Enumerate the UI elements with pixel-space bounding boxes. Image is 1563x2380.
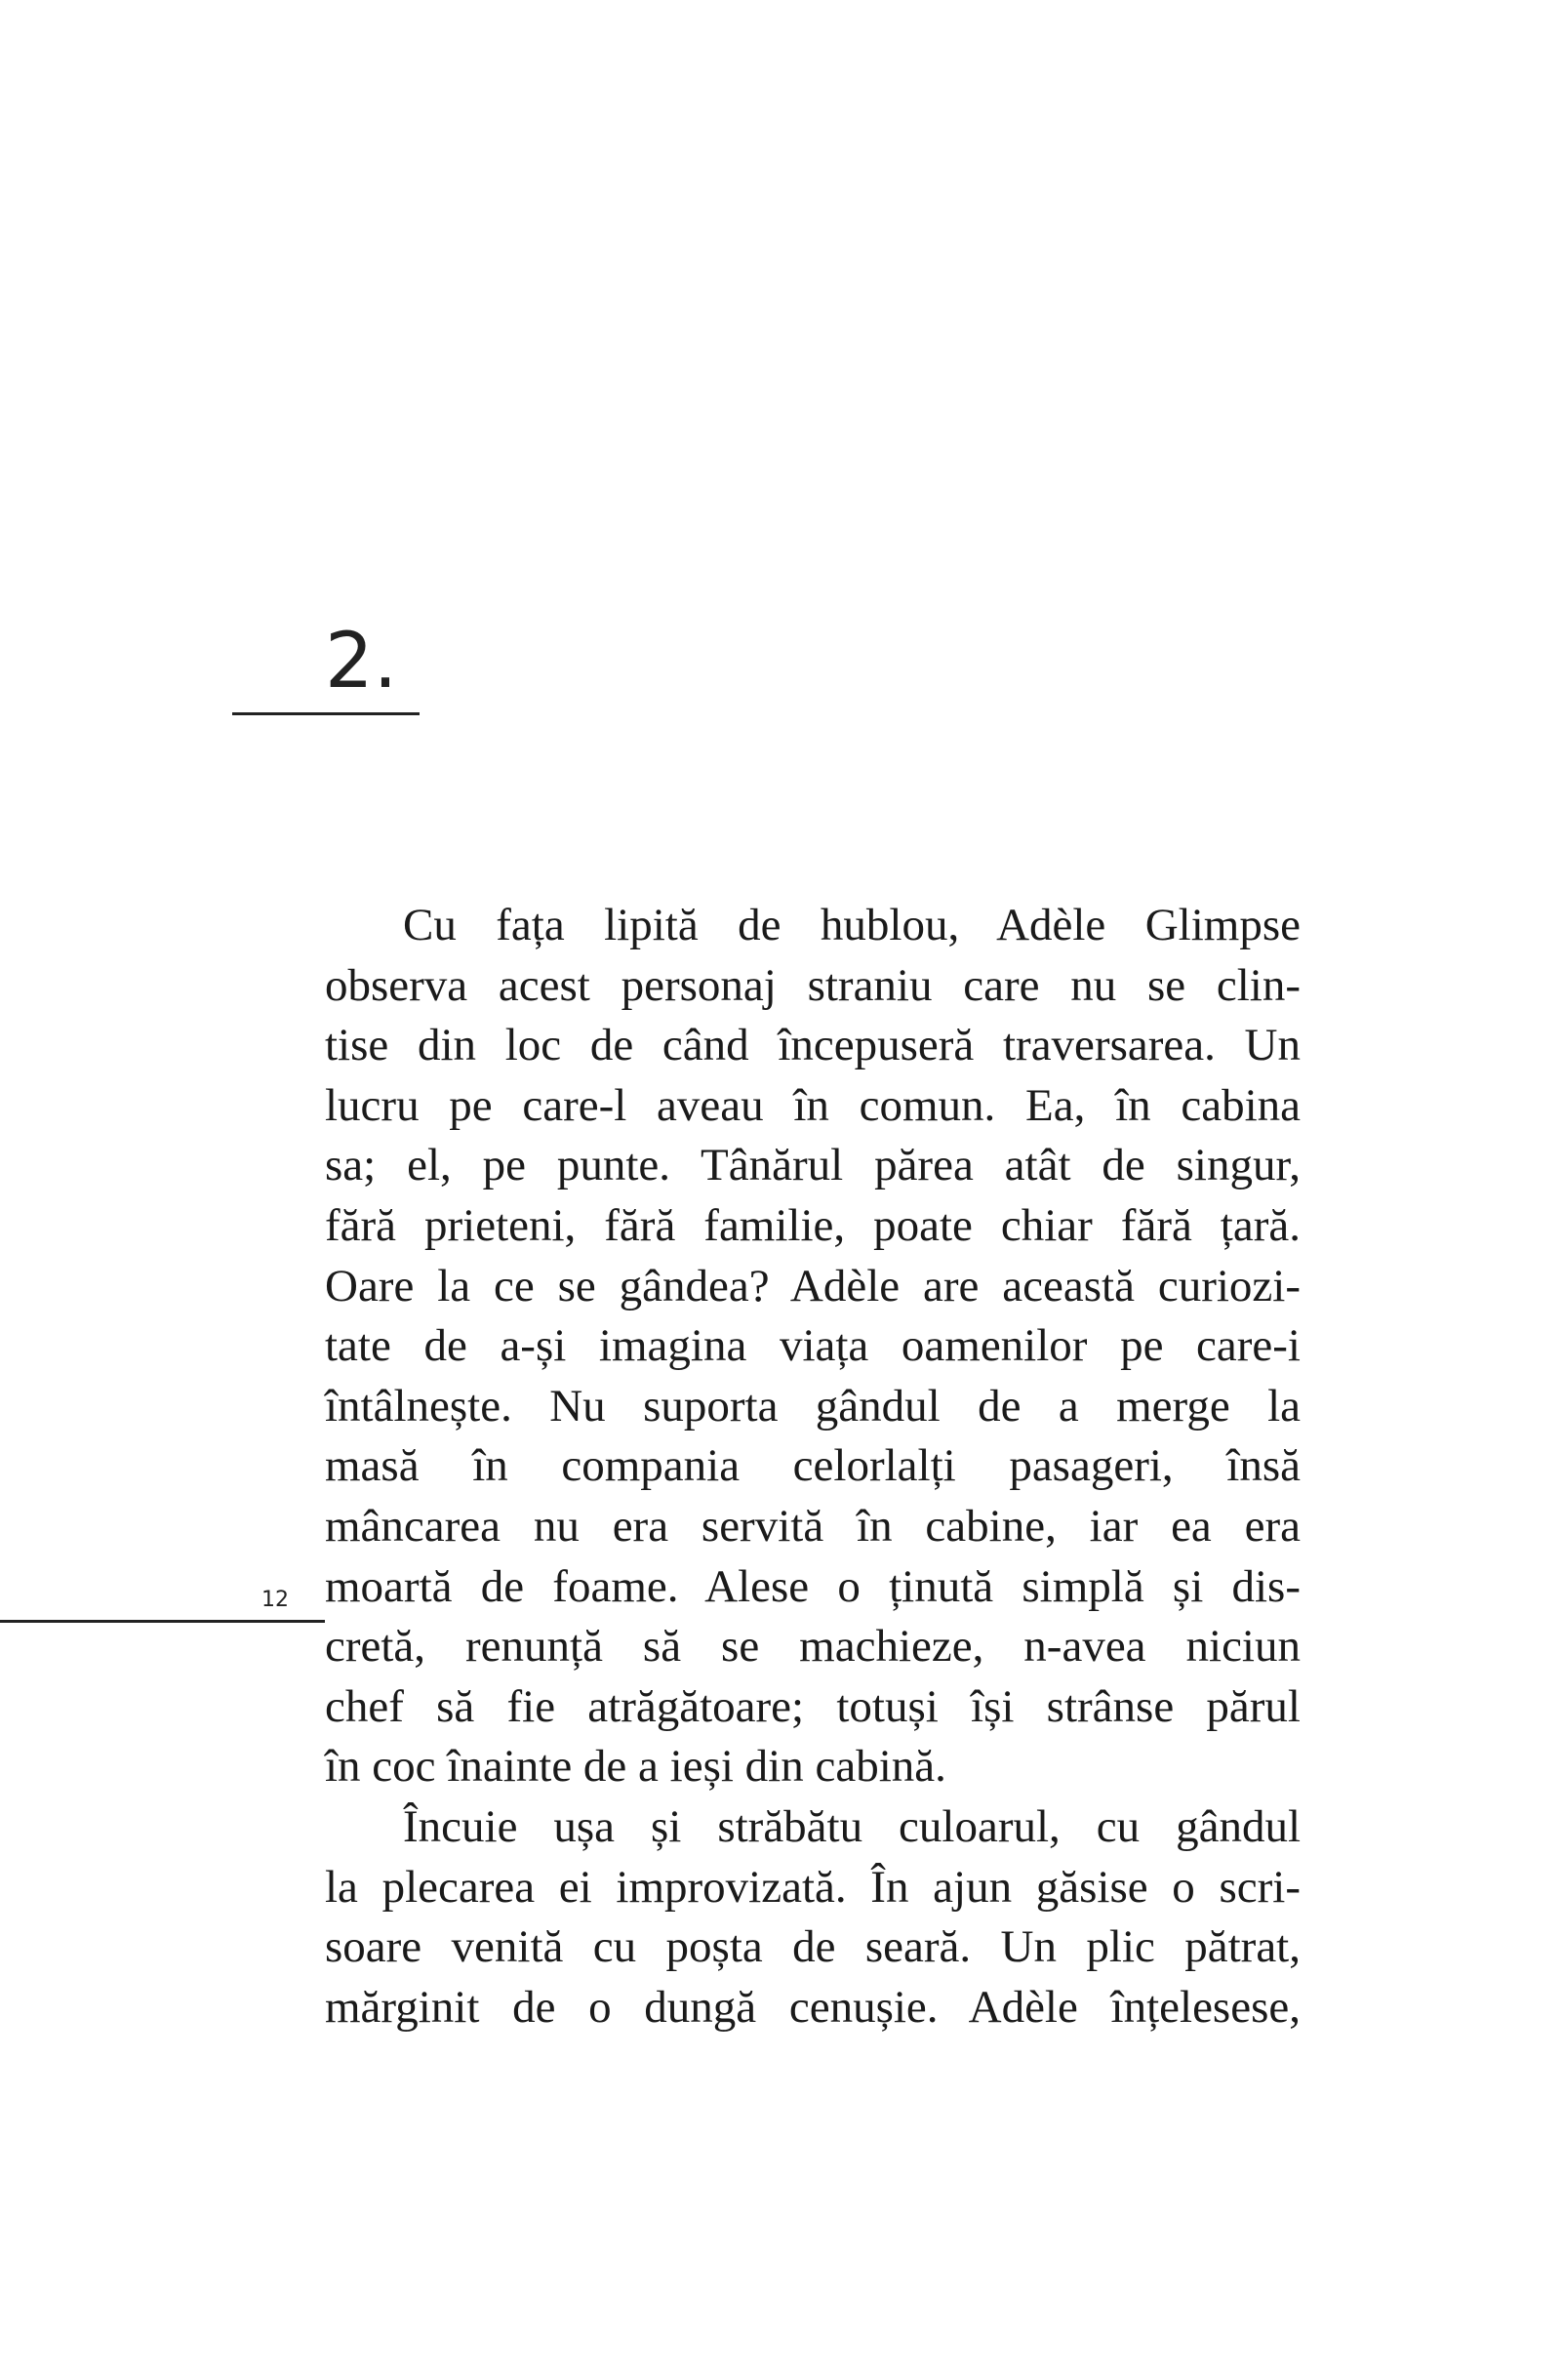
text-line: tate de a-și imagina viața oamenilor pe care-i xyxy=(325,1320,1301,1372)
text-line: soare venită cu poșta de seară. Un plic pătrat, xyxy=(325,1921,1301,1973)
text-line: sa; el, pe punte. Tânărul părea atât de singur, xyxy=(325,1140,1301,1191)
text-line: cretă, renunță să se machieze, n-avea niciun xyxy=(325,1621,1301,1673)
text-line: masă în compania celorlalți pasageri, însă xyxy=(325,1440,1301,1492)
text-line: moartă de foame. Alese o ținută simplă și dis- xyxy=(325,1560,1301,1612)
text-line: mâncarea nu era servită în cabine, iar ea era xyxy=(325,1500,1301,1552)
chapter-number: 2. xyxy=(325,618,398,706)
text-line: la plecarea ei improvizată. În ajun găsise o scri- xyxy=(325,1861,1301,1913)
text-line: lucru pe care-l aveau în comun. Ea, în cabina xyxy=(325,1079,1301,1131)
text-line: observa acest personaj straniu care nu se clin- xyxy=(325,959,1301,1011)
text-line: Cu fața lipită de hublou, Adèle Glimpse xyxy=(403,900,1301,950)
page-number: 12 xyxy=(261,1588,289,1612)
text-line: în coc înainte de a ieși din cabină. xyxy=(325,1741,946,1793)
body-text xyxy=(325,896,1301,2037)
text-line: Oare la ce se gândea? Adèle are această curiozi- xyxy=(325,1260,1301,1311)
text-line: chef să fie atrăgătoare; totuși își strânse părul xyxy=(325,1680,1301,1732)
page-rule xyxy=(0,1620,325,1623)
chapter-rule xyxy=(232,712,420,715)
text-line: fără prieteni, fără familie, poate chiar fără țară. xyxy=(325,1199,1301,1251)
text-line: mărginit de o dungă cenușie. Adèle înțelesese, xyxy=(325,1981,1301,2033)
text-line: tise din loc de când începuseră traversarea. Un xyxy=(325,1020,1301,1071)
text-line: întâlnește. Nu suporta gândul de a merge la xyxy=(325,1380,1301,1432)
text-line: Încuie ușa și străbătu culoarul, cu gândul xyxy=(403,1800,1301,1852)
